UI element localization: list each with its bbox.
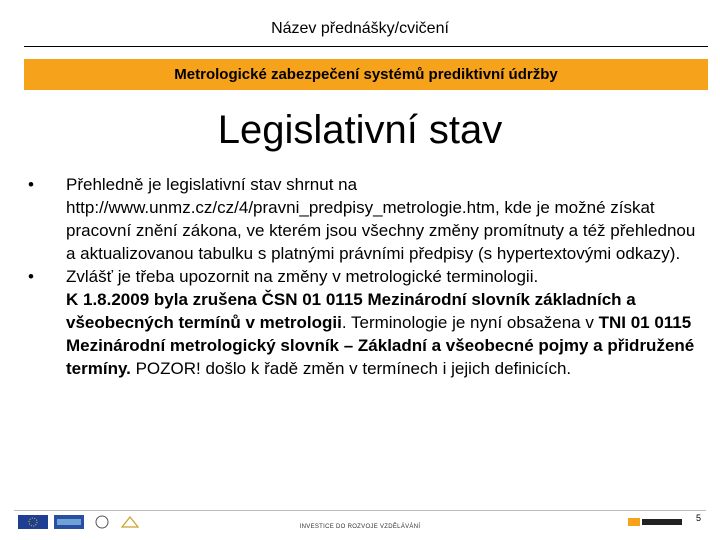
bullet-item [28,265,700,380]
banner-text: Metrologické zabezpečení systémů prediktivní údržby [174,66,558,83]
footer-divider [14,510,706,511]
course-label: Název přednášky/cvičení [271,20,449,37]
bullet-end: POZOR! došlo k řadě změn v termínech i jejich definicích. [130,359,572,378]
bullet-icon: • [28,175,34,194]
bullet-text [66,265,700,380]
bullet-icon: • [28,267,34,286]
topic-banner [24,59,708,90]
bullet-bold-tni: TNI 01 0115 Mezinárodní metrologický slovník – Základní a všeobecné pojmy a přidružené termíny. [66,313,695,378]
bullet-item [28,173,700,265]
slide-title: Legislativní stav [217,108,503,152]
page-number: 5 [696,513,702,523]
header-divider [24,46,708,47]
bullet-intro: Zvlášť je třeba upozornit na změny v metrologické terminologii. [66,267,539,286]
bullet-text: Přehledně je legislativní stav shrnut na http://www.unmz.cz/cz/4/pravni_predpisy_metrologie.htm, kde je možné získat pracovní znění zákona, ve kterém jsou všechny změny promítnuty a též přehlednou a aktualizovanou tabulku s platnými právními předpisy (s hypertextovými odkazy). [66,175,696,263]
bullet-bold-csn: K 1.8.2009 byla zrušena ČSN 01 0115 Mezinárodní slovník základních a všeobecných termínů v metrologii [66,290,636,332]
footer-text: INVESTICE DO ROZVOJE VZDĚLÁVÁNÍ [299,524,421,530]
slide-content [28,173,700,380]
university-logo-icon [628,515,688,529]
bullet-mid: . Terminologie je nyní obsažena v [341,313,599,332]
